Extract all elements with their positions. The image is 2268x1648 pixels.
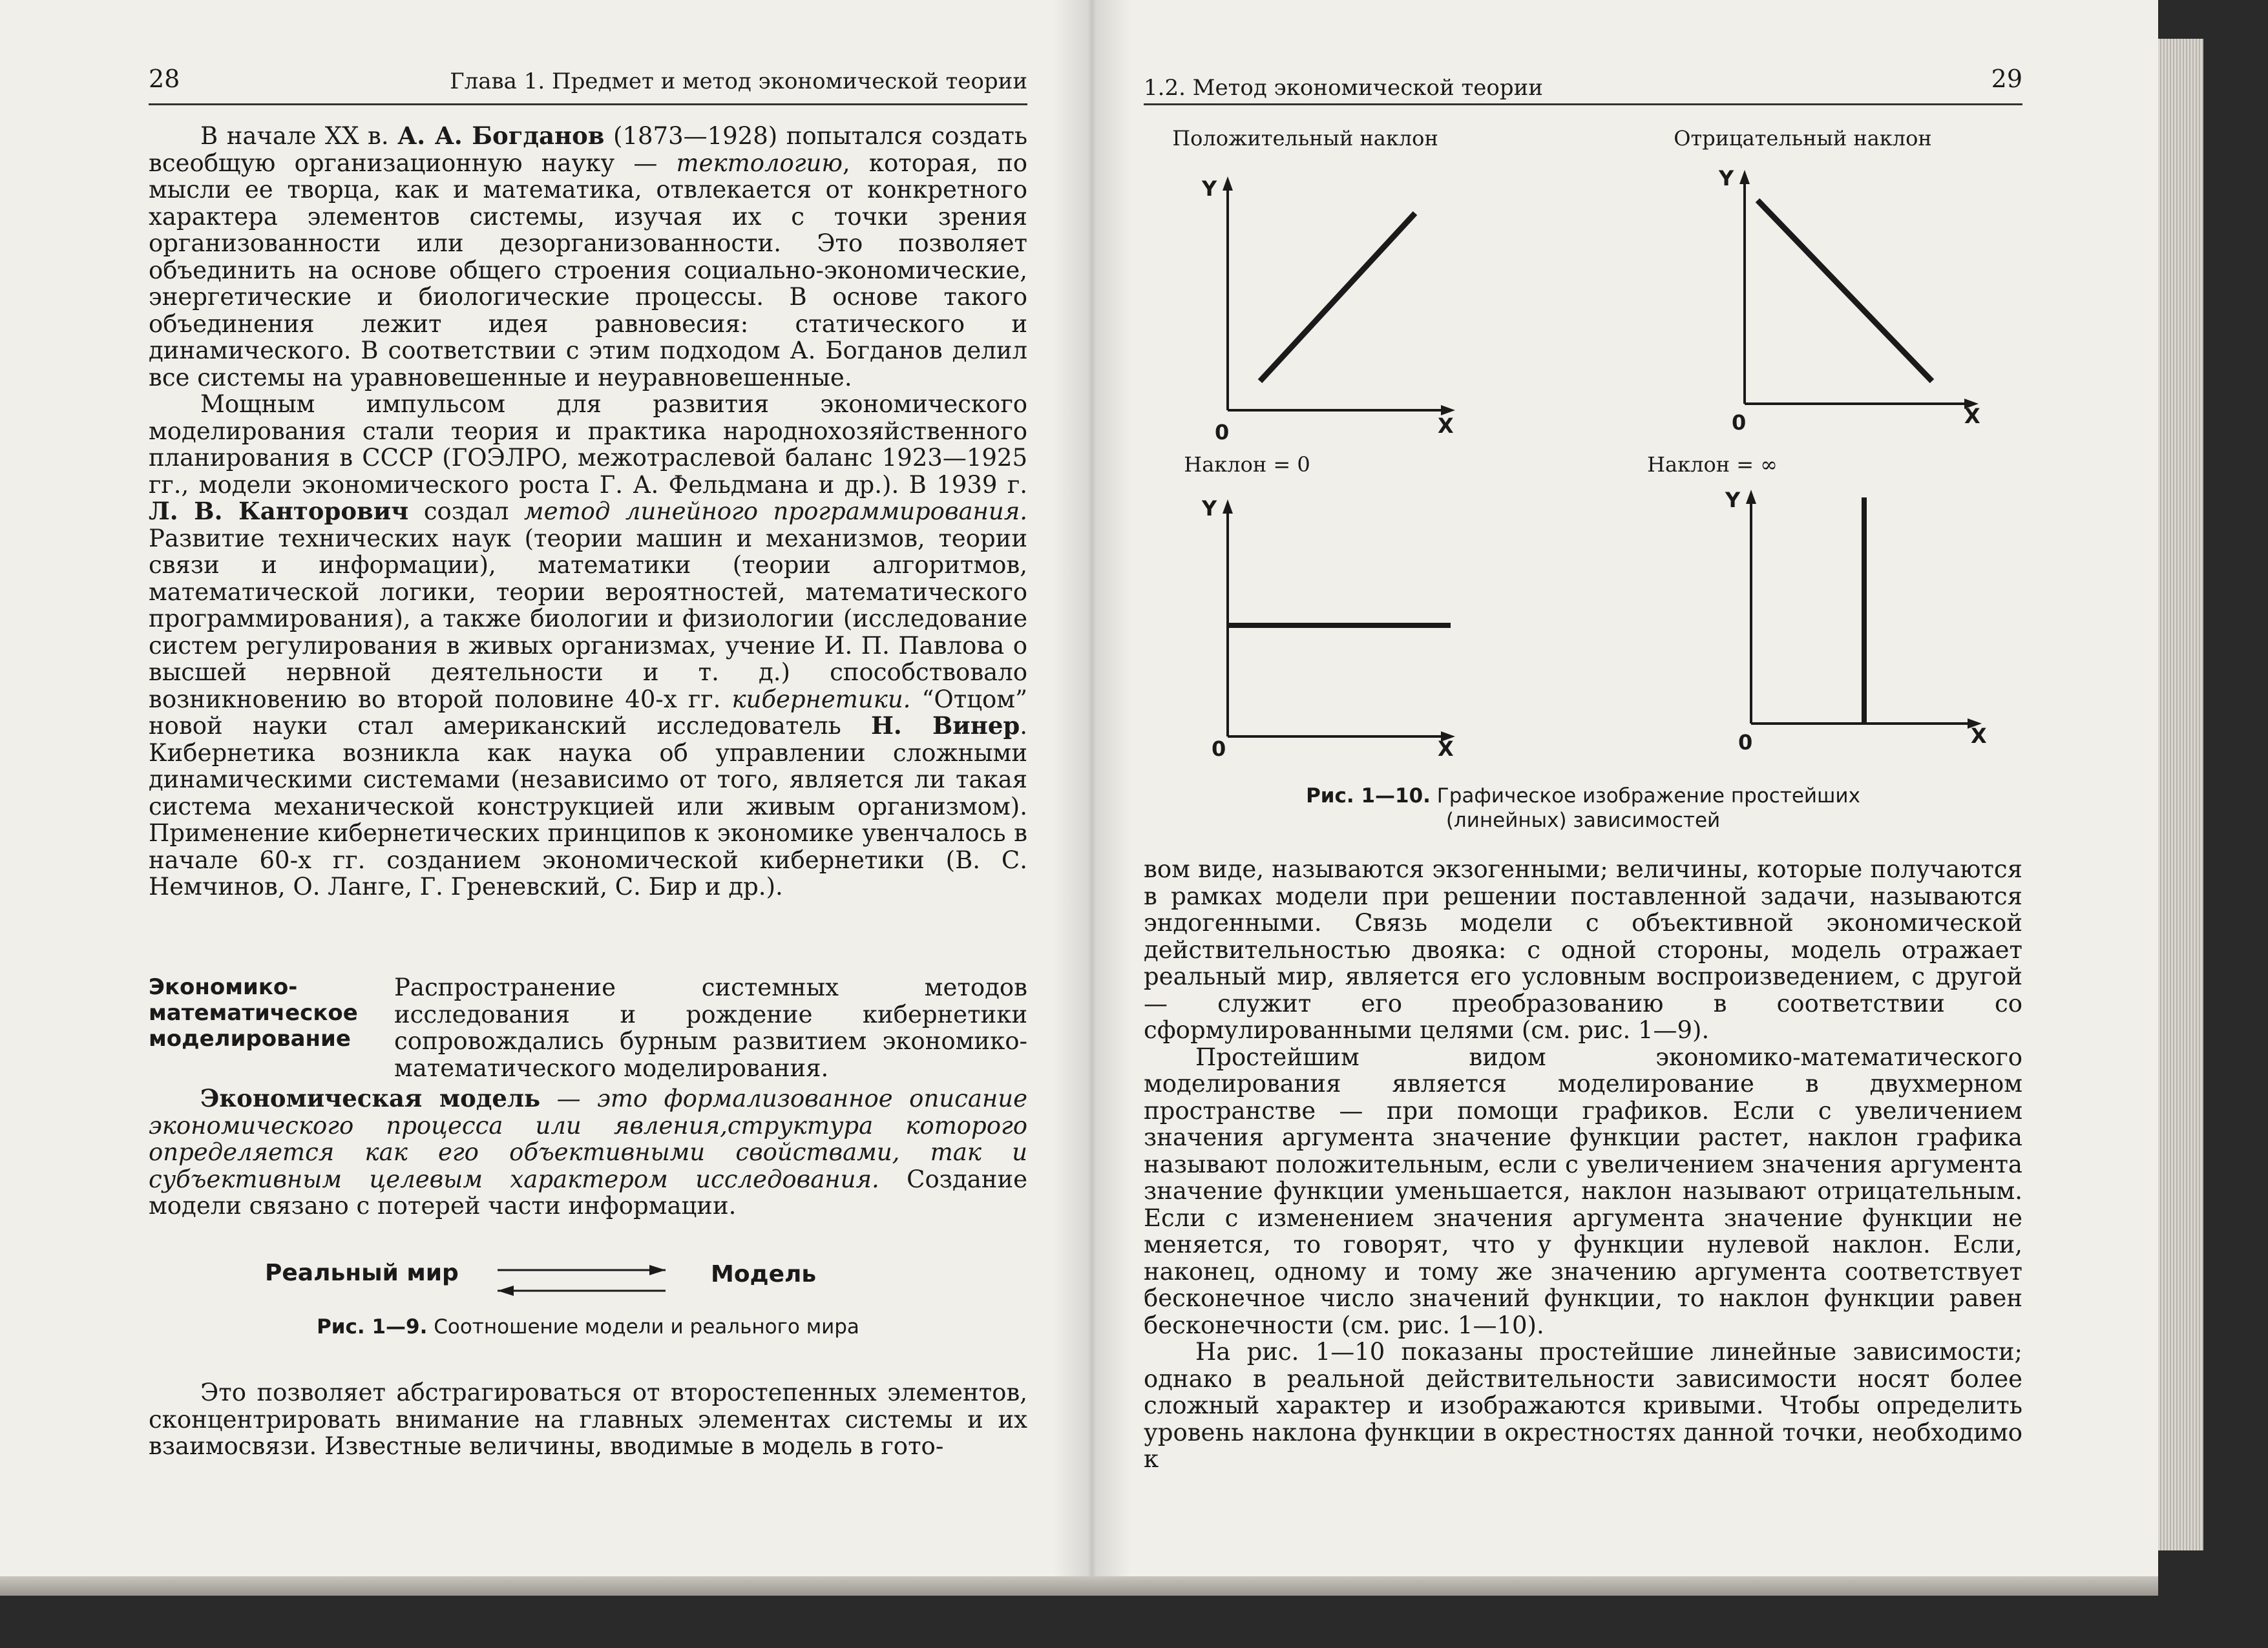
x-axis-label: X [1971, 724, 1987, 748]
page-edges [2158, 39, 2203, 1550]
figure-1-9 [149, 1247, 1027, 1376]
left-bottom-text [149, 1379, 1027, 1460]
right-running-head [1144, 65, 2022, 105]
graph-positive-slope [1144, 126, 1557, 444]
graph-title: Отрицательный наклон [1674, 126, 1932, 151]
origin-label: 0 [1212, 736, 1226, 761]
fig10-caption-number: Рис. 1—10. [1306, 784, 1431, 808]
graph-title: Наклон = ∞ [1647, 452, 1778, 477]
paragraph-cybernetics: Мощным импульсом для развития экономического моделирования стали теория и практика народнохозяйственного планирования в СССР (ГОЭЛРО, межотраслевой баланс 1923—1925 гг., модели экономического роста Г. А. Фельдмана и др.). В 1939 г. Л. В. Канторович создал метод линейного программирования. Развитие технических наук (теории машин и механизмов, теории связи и информации), математики (теории алгоритмов, математической логики, теории вероятностей, математического программирования), а также биологии и физиологии (исследование систем регулирования в живых организмах, учение И. П. Павлова о высшей нервной деятельности и т. д.) способствовало возникновению во второй половине 40-х гг. кибернетики. “Отцом” новой науки стал американский исследователь Н. Винер. Кибернетика возникла как наука об управлении сложными динамическими системами (независимо от того, является ли такая система механической конструкцией или живым организмом). Применение кибернетических принципов к экономике увенчалось в начале 60-х гг. созданием экономической кибернетики (В. С. Немчинов, О. Ланге, Г. Греневский, С. Бир и др.). [149, 390, 1027, 901]
graph-negative-plot [1622, 126, 2035, 436]
graph-title: Наклон = 0 [1184, 452, 1310, 477]
paragraph-simplest-modeling: Простейшим видом экономико-математического моделирования является моделирование в двухмерном пространстве — при помощи графиков. Если с увеличением значения аргумента значение функции растет, наклон графика называют положительным, если с увеличением значения аргумента значение функции уменьшается, наклон называют отрицательным. Если с изменением значения аргумента значение функции не меняется, то говорят, что у функции нулевой наклон. Если, наконец, одному и тому же значению аргумента соответствует бесконечное число значений функции, то наклон функции равен бесконечности (см. рис. 1—10). [1144, 1043, 2022, 1339]
origin-label: 0 [1215, 420, 1230, 444]
fig9-caption-number: Рис. 1—9. [317, 1315, 428, 1339]
left-body-text [149, 123, 1027, 901]
side-heading-line: Экономико- [149, 974, 298, 1000]
left-running-head [149, 65, 1027, 105]
right-page-number: 29 [1991, 65, 2022, 93]
left-page-number: 28 [149, 65, 180, 93]
paragraph-abstraction: Это позволяет абстрагироваться от второстепенных элементов, сконцентрировать внимание на главных элементах системы и их взаимосвязи. Известные величины, вводимые в модель в гото- [149, 1379, 1027, 1460]
fig9-model-label: Модель [711, 1261, 817, 1288]
fig10-caption [1144, 784, 2022, 833]
side-heading [149, 974, 388, 1052]
side-heading-line: математическое [149, 1000, 358, 1026]
fig9-caption [149, 1315, 1027, 1339]
fig10-caption-line: Графическое изображение простейших [1430, 784, 1860, 808]
book-bottom-edge [0, 1576, 2158, 1596]
origin-label: 0 [1732, 410, 1747, 435]
left-running-title: Глава 1. Предмет и метод экономической теории [450, 68, 1027, 94]
paragraph-linear-dependencies: На рис. 1—10 показаны простейшие линейные зависимости; однако в реальной действительности зависимости носят более сложный характер и изображаются кривыми. Чтобы определить уровень наклона функции в окрестностях данной точки, необходимо к [1144, 1338, 2022, 1473]
y-axis-label: Y [1202, 176, 1217, 201]
y-axis-label: Y [1202, 496, 1217, 521]
x-axis-label: X [1438, 736, 1454, 761]
graph-negative-slope [1622, 126, 2035, 435]
fig9-caption-text: Соотношение модели и реального мира [427, 1315, 859, 1339]
side-heading-line: моделирование [149, 1026, 351, 1052]
side-text: Распространение системных методов исследования и рождение кибернетики сопровождались бурным развитием экономико-математического моделирования. [394, 974, 1027, 1082]
economic-model-definition [149, 1085, 1027, 1220]
fig10-caption-line: (линейных) зависимостей [1445, 809, 1721, 832]
origin-label: 0 [1738, 730, 1753, 755]
x-axis-label: X [1964, 404, 1980, 428]
fig9-double-arrow [485, 1258, 678, 1304]
graph-infinite-plot [1622, 452, 2035, 762]
graph-zero-slope [1144, 452, 1557, 761]
graph-positive-plot [1144, 126, 1557, 436]
paragraph-definition: Экономическая модель — это формализованное описание экономического процесса или явления,структура которого определяется как его объективными свойствами, так и субъективным целевым характером исследования. Создание модели связано с потерей части информации. [149, 1084, 1027, 1220]
right-running-title: 1.2. Метод экономической теории [1144, 75, 1543, 101]
paragraph-bogdanov: В начале XX в. А. А. Богданов (1873—1928) попытался создать всеобщую организационную науку — тектологию, которая, по мысли ее творца, как и математика, отвлекается от конкретного характера элементов системы, изучая их с точки зрения организованности или дезорганизованности. Это позволяет объединить на основе общего строения социально-экономические, энергетические и биологические процессы. В основе такого объединения лежит идея равновесия: статического и динамического. В соответствии с этим подходом А. Богданов делил все системы на уравновешенные и неуравновешенные. [149, 121, 1027, 391]
x-axis-label: X [1438, 413, 1454, 438]
graph-title: Положительный наклон [1172, 126, 1438, 151]
graph-infinite-slope [1622, 452, 2035, 755]
y-axis-label: Y [1719, 166, 1734, 191]
y-axis-label: Y [1725, 488, 1741, 512]
book-gutter [1053, 0, 1131, 1596]
paragraph-exogenous: вом виде, называются экзогенными; величины, которые получаются в рамках модели при решении поставленной задачи, называются эндогенными. Связь модели с объективной экономической действительностью двояка: с одной стороны, модель отражает реальный мир, является его условным воспроизведением, с другой — служит его преобразованию в соответствии со сформулированными целями (см. рис. 1—9). [1144, 855, 2022, 1044]
fig9-real-world-label: Реальный мир [265, 1260, 459, 1286]
right-body-text [1144, 856, 2022, 1473]
